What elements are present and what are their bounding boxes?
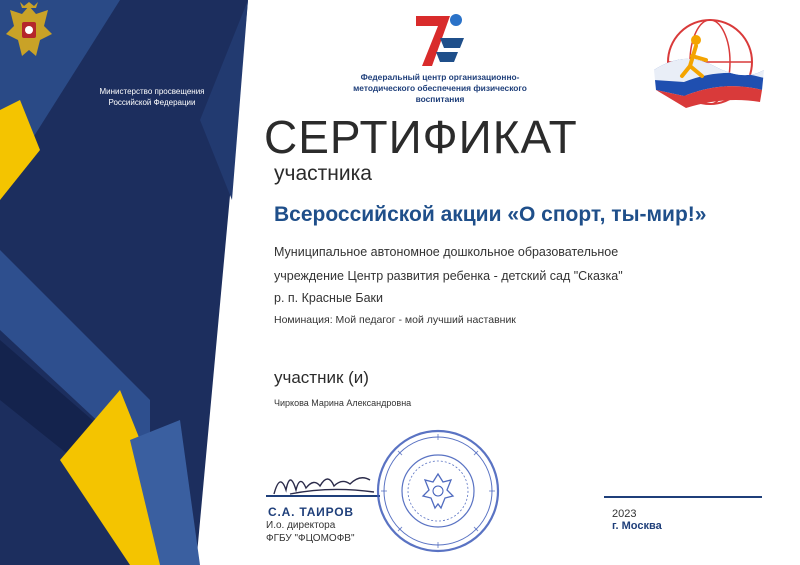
federal-center-logo-icon: [410, 8, 470, 70]
director-name: С.А. ТАИРОВ: [268, 505, 354, 519]
sport-globe-logo-icon: [644, 10, 768, 114]
organization-line: учреждение Центр развития ребенка - детский сад "Сказка": [274, 269, 623, 283]
certificate-subtitle: участника: [274, 162, 372, 185]
organization-line: р. п. Красные Баки: [274, 291, 383, 305]
coat-of-arms-icon: [0, 0, 58, 64]
date-line: [604, 496, 762, 498]
certificate-title: СЕРТИФИКАТ: [264, 111, 578, 163]
organization-line: Муниципальное автономное дошкольное образовательное: [274, 245, 619, 259]
federal-center-name: Федеральный центр организационно-методического обеспечения физического воспитания: [353, 72, 527, 104]
nomination: Номинация: Мой педагог - мой лучший наставник: [274, 314, 516, 326]
event-title: Всероссийской акции «О спорт, ты-мир!»: [274, 203, 707, 226]
city: г. Москва: [612, 520, 662, 532]
director-role: И.о. директора: [266, 520, 336, 531]
decorative-stripes: [0, 0, 260, 565]
participant-name: Чиркова Марина Александровна: [274, 398, 412, 408]
director-organization: ФГБУ "ФЦОМОФВ": [266, 533, 355, 544]
signature-line: [266, 495, 380, 497]
official-seal-stamp: [375, 428, 501, 554]
participant-label: участник (и): [274, 368, 369, 387]
decorative-left-panel: [0, 0, 260, 565]
ministry-name: Министерство просвещения Российской Федерации: [99, 87, 205, 107]
year: 2023: [612, 508, 637, 520]
